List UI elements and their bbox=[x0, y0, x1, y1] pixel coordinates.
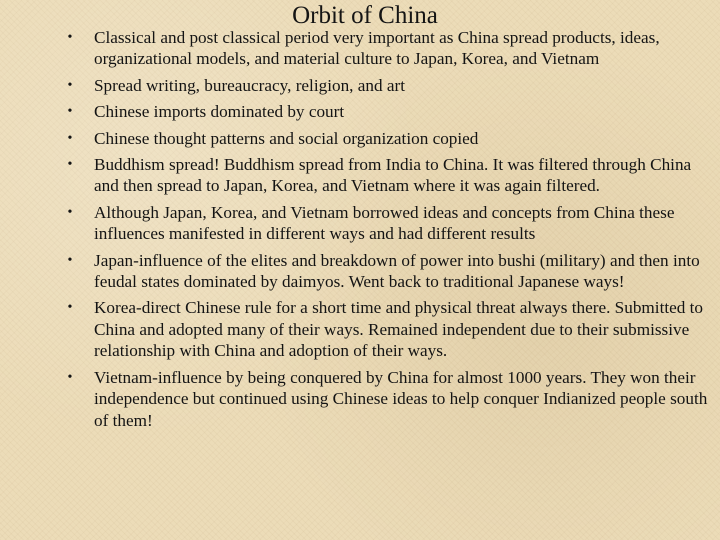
bullet-icon: • bbox=[67, 369, 73, 385]
bullet-list bbox=[0, 27, 720, 436]
bullet-text: Classical and post classical period very important as China spread products, ideas, organizational models, and material culture to Japan, Korea, and Vietnam bbox=[94, 28, 660, 69]
bullet-item bbox=[0, 154, 720, 197]
bullet-item bbox=[0, 297, 720, 361]
bullet-item bbox=[0, 75, 720, 96]
bullet-text: Although Japan, Korea, and Vietnam borrowed ideas and concepts from China these influences manifested in different ways and had different results bbox=[94, 202, 675, 244]
bullet-text: Chinese imports dominated by court bbox=[94, 102, 345, 122]
bullet-icon: • bbox=[67, 130, 73, 146]
slide-title: Orbit of China bbox=[292, 2, 438, 29]
bullet-item bbox=[0, 250, 720, 293]
bullet-icon: • bbox=[67, 204, 73, 220]
bullet-text: Korea-direct Chinese rule for a short time and physical threat always there. Submitted to China and adopted many of their ways. Remained independent due to their submissive relationship with China and adoption of their ways. bbox=[94, 298, 704, 361]
bullet-icon: • bbox=[67, 104, 73, 120]
bullet-icon: • bbox=[67, 77, 73, 93]
bullet-icon: • bbox=[67, 30, 73, 45]
bullet-icon: • bbox=[67, 300, 73, 316]
bullet-text: Vietnam-influence by being conquered by China for almost 1000 years. They won their independence but continued using Chinese ideas to help conquer Indianized people south of them! bbox=[94, 367, 708, 430]
bullet-text: Buddhism spread! Buddhism spread from India to China. It was filtered through China and then spread to Japan, Korea, and Vietnam where it was again filtered. bbox=[94, 155, 692, 196]
bullet-item bbox=[0, 367, 720, 431]
bullet-text: Spread writing, bureaucracy, religion, and art bbox=[94, 75, 406, 95]
bullet-item bbox=[0, 27, 720, 70]
bullet-item bbox=[0, 101, 720, 122]
bullet-text: Japan-influence of the elites and breakdown of power into bushi (military) and then into feudal states dominated by daimyos. Went back to traditional Japanese ways! bbox=[94, 250, 700, 292]
bullet-item bbox=[0, 202, 720, 245]
bullet-text: Chinese thought patterns and social organization copied bbox=[94, 128, 479, 148]
bullet-item bbox=[0, 128, 720, 149]
bullet-icon: • bbox=[67, 157, 73, 173]
bullet-icon: • bbox=[67, 252, 73, 268]
